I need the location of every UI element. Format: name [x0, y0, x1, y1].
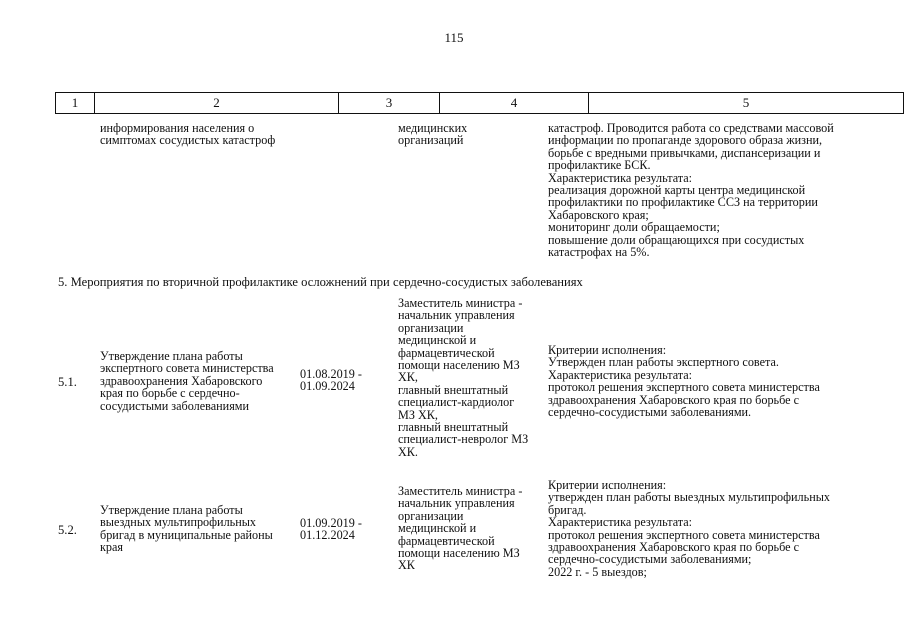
column-number-4: 4 — [440, 93, 589, 114]
row-event-text: Утверждение плана работы выездных мультипрофильных бригад в муниципальные районы края — [100, 503, 273, 555]
row-number: 5.1. — [58, 375, 77, 389]
row-criteria-text: Критерии исполнения: Утвержден план работы экспертного совета. Характеристика результата: протокол решения экспертного совета министерства здравоохранения Хабаровского края по борьбе с сердечно-сосудистыми заболеваниями. — [548, 343, 820, 420]
table-header-row — [55, 92, 904, 114]
row-number: 5.2. — [58, 523, 77, 537]
column-number-1: 1 — [56, 93, 95, 114]
column-number-2: 2 — [95, 93, 339, 114]
row-criteria-text: Критерии исполнения: утвержден план работы выездных мультипрофильных бригад. Характеристика результата: протокол решения экспертного совета министерства здравоохранения Хабаровского края по борьбе с сердечно-сосудистыми заболеваниями; 2022 г. - 5 выездов; — [548, 478, 831, 579]
column-number-3: 3 — [339, 93, 440, 114]
column-number-5: 5 — [589, 93, 904, 114]
continued-event-text: информирования населения о симптомах сосудистых катастроф — [100, 121, 276, 148]
row-dates-text: 01.09.2019 - 01.12.2024 — [300, 516, 362, 543]
row-responsible-text: Заместитель министра - начальник управления организации медицинской и фармацевтической помощи населению МЗ ХК — [398, 484, 523, 573]
continued-responsible-text: медицинских организаций — [398, 121, 468, 148]
continued-criteria-text: катастроф. Проводится работа со средствами массовой информации по пропаганде здорового образа жизни, борьбе с вредными привычками, диспансеризации и профилактике БСК. Характеристика результата: реализация дорожной карты центра медицинской профилактики по профилактике ССЗ на территории Хабаровского края; мониторинг доли обращаемости; повышение доли обращающихся при сосудистых катастрофах на 5%. — [548, 121, 834, 260]
page-number: 115 — [444, 30, 464, 45]
row-dates-text: 01.08.2019 - 01.09.2024 — [300, 367, 362, 394]
row-event-text: Утверждение плана работы экспертного совета министерства здравоохранения Хабаровского края по борьбе с сердечно- сосудистыми заболеваниями — [100, 349, 274, 413]
section-heading: 5. Мероприятия по вторичной профилактике осложнений при сердечно-сосудистых заболеваниях — [58, 275, 583, 289]
row-responsible-text: Заместитель министра - начальник управления организации медицинской и фармацевтической помощи населению МЗ ХК, главный внештатный специалист-кардиолог МЗ ХК, главный внештатный специалист-невролог МЗ ХК. — [398, 296, 529, 459]
